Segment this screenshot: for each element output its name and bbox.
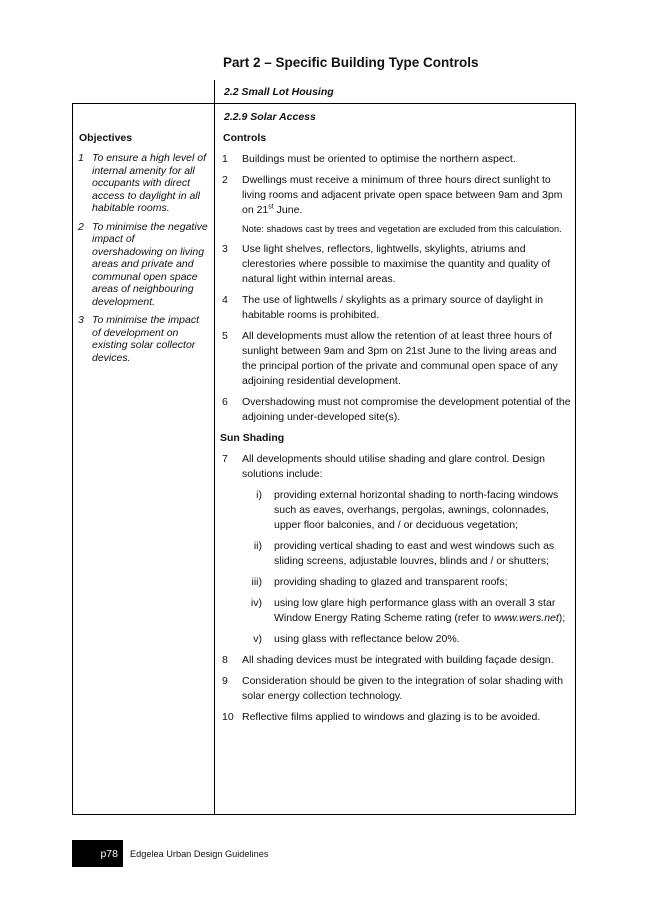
sub-item-text: providing shading to glazed and transparent roofs;: [274, 576, 508, 588]
page-title: Part 2 – Specific Building Type Controls: [223, 55, 479, 70]
control-item: [222, 710, 574, 725]
control-item: [222, 452, 574, 482]
divider-line: [214, 80, 215, 104]
objective-number: 2: [78, 220, 84, 233]
subsection-title: 2.2 Small Lot Housing: [224, 86, 334, 98]
objective-item: [78, 221, 208, 309]
sub-item-text-part: using low glare high performance glass with an overall 3 star Window Energy Rating Scheme rating (refer to: [274, 597, 556, 624]
sun-shading-heading: Sun Shading: [220, 432, 285, 444]
control-text: [242, 173, 574, 218]
objectives-list: [78, 152, 208, 370]
objective-item: [78, 314, 208, 364]
objectives-heading: Objectives: [79, 132, 133, 144]
control-item: [222, 242, 574, 287]
control-text: The use of lightwells / skylights as a primary source of daylight in habitable rooms is prohibited.: [242, 294, 544, 321]
control-text: All developments must allow the retention of at least three hours of sunlight between 9am and 3pm on 21st June to the living areas and the principal portion of the private and communal open space of any adjoining residential development.: [242, 330, 558, 387]
control-number: 9: [222, 675, 228, 687]
control-number: 1: [222, 153, 228, 165]
sub-item: [242, 488, 574, 533]
control-number: 6: [222, 396, 228, 408]
control-text: Reflective films applied to windows and glazing is to be avoided.: [242, 711, 541, 723]
sub-item-text: providing vertical shading to east and west windows such as sliding screens, adjustable louvres, blinds and / or shutters;: [274, 540, 555, 567]
sub-item-number: v): [253, 633, 262, 645]
control-item: [222, 674, 574, 704]
page-number-badge: [72, 840, 123, 867]
sub-item-number: iv): [250, 597, 262, 609]
control-number: 10: [222, 711, 234, 723]
control-item: [222, 173, 574, 218]
objective-text: To ensure a high level of internal amenity for all occupants with direct access to daylight in all habitable rooms.: [92, 152, 207, 214]
control-text: All developments should utilise shading and glare control. Design solutions include:: [242, 453, 545, 480]
controls-heading: Controls: [223, 132, 267, 144]
footer-document-title: Edgelea Urban Design Guidelines: [130, 849, 269, 859]
control-text: Use light shelves, reflectors, lightwells, skylights, atriums and clerestories where possible to maximise the quantity and quality of natural light within internal areas.: [242, 243, 551, 285]
control-text: Consideration should be given to the integration of solar shading with solar energy collection technology.: [242, 675, 564, 702]
objective-number: 3: [78, 314, 84, 326]
sub-item: [242, 632, 574, 647]
control-text-part: June.: [273, 204, 303, 216]
control-item: [222, 152, 574, 167]
control-number: 2: [222, 174, 228, 186]
control-item: [222, 395, 574, 425]
control-number: 5: [222, 330, 228, 342]
column-divider: [214, 103, 215, 815]
control-item: [222, 329, 574, 389]
control-text: Overshadowing must not compromise the development potential of the adjoining under-developed site(s).: [242, 396, 571, 423]
control-text: Buildings must be oriented to optimise the northern aspect.: [242, 153, 516, 165]
sub-item: [242, 539, 574, 569]
objective-text: To minimise the impact of development on existing solar collector devices.: [92, 314, 199, 364]
control-item: [222, 653, 574, 668]
sub-item-text: using glass with reflectance below 20%.: [274, 633, 460, 645]
control-number: 8: [222, 654, 228, 666]
controls-list: [222, 152, 574, 731]
control-text: All shading devices must be integrated with building façade design.: [242, 654, 554, 666]
objective-text: To minimise the negative impact of overshadowing on living areas and private and communal open space areas of neighbouring development.: [92, 220, 208, 308]
control-number: 4: [222, 294, 228, 306]
sub-item: [242, 575, 574, 590]
superscript: st: [268, 203, 274, 211]
control-number: 7: [222, 453, 228, 465]
page-number: p78: [100, 847, 118, 860]
sub-item-number: iii): [251, 576, 262, 588]
sub-item-number: ii): [253, 540, 262, 552]
section-title: 2.2.9 Solar Access: [224, 111, 316, 123]
control-item: [222, 293, 574, 323]
wers-link[interactable]: www.wers.net: [494, 612, 559, 624]
objective-number: 1: [78, 152, 84, 164]
sub-item: [242, 596, 574, 626]
sub-item-number: i): [256, 489, 262, 501]
control-note: Note: shadows cast by trees and vegetation are excluded from this calculation.: [242, 224, 562, 234]
objective-item: [78, 152, 208, 215]
sub-item-text: [268, 596, 574, 626]
sub-item-text-part: );: [558, 612, 566, 624]
sub-item-text: providing external horizontal shading to north-facing windows such as eaves, overhangs, pergolas, awnings, colonnades, upper floor balconies, and / or deciduous vegetation;: [274, 489, 559, 531]
control-number: 3: [222, 243, 228, 255]
control-text-part: Dwellings must receive a minimum of three hours direct sunlight to living rooms and adjacent private open space between 9am and 3pm on 21: [242, 174, 563, 216]
